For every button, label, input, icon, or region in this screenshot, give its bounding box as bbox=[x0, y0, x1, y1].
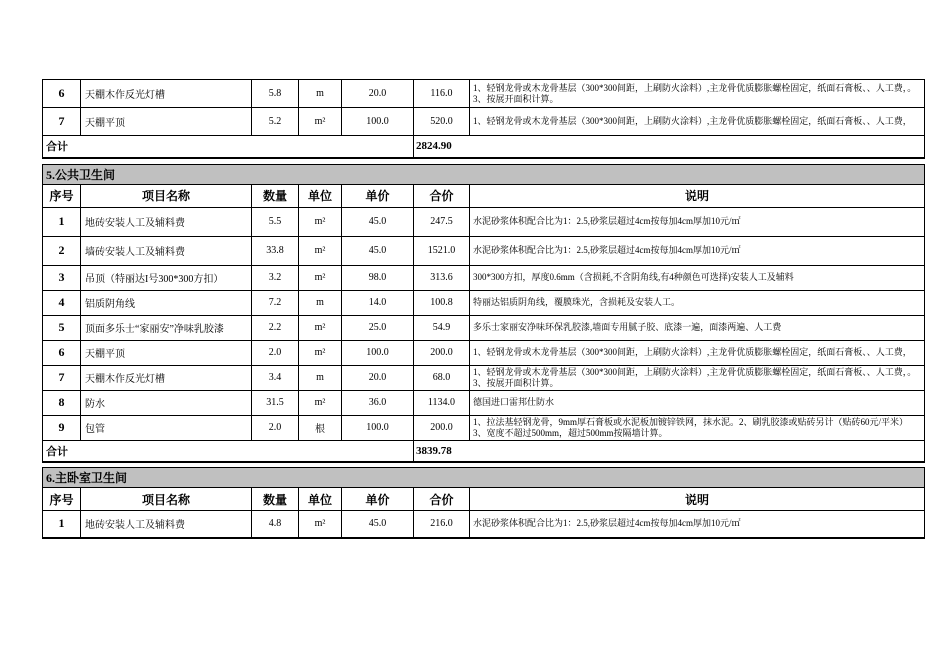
col-header-name: 项目名称 bbox=[81, 184, 252, 207]
item-total: 313.6 bbox=[414, 265, 470, 290]
item-unit-price: 100.0 bbox=[342, 340, 414, 365]
item-qty: 7.2 bbox=[252, 290, 299, 315]
table-row bbox=[43, 290, 925, 315]
item-total: 247.5 bbox=[414, 207, 470, 236]
item-total: 116.0 bbox=[414, 80, 470, 108]
item-note: 水泥砂浆体积配合比为1：2.5,砂浆层超过4cm按每加4cm厚加10元/㎡ bbox=[470, 207, 925, 236]
item-unit: m bbox=[299, 290, 342, 315]
row-index: 5 bbox=[43, 315, 81, 340]
item-unit: m² bbox=[299, 265, 342, 290]
section-title-row bbox=[43, 468, 925, 488]
table-row bbox=[43, 315, 925, 340]
section-table-public-bathroom bbox=[42, 164, 925, 464]
col-header-qty: 数量 bbox=[252, 488, 299, 511]
item-name: 天棚平顶 bbox=[81, 340, 252, 365]
col-header-total: 合价 bbox=[414, 488, 470, 511]
item-note: 1、轻钢龙骨或木龙骨基层（300*300间距，上刷防火涂料）,主龙骨优质膨胀螺栓固定，纸面石膏板、、人工费， bbox=[470, 340, 925, 365]
item-qty: 33.8 bbox=[252, 236, 299, 265]
item-unit: m² bbox=[299, 390, 342, 415]
total-value: 3839.78 bbox=[414, 440, 925, 462]
item-total: 1521.0 bbox=[414, 236, 470, 265]
table-row bbox=[43, 207, 925, 236]
table-header-row bbox=[43, 488, 925, 511]
item-qty: 2.0 bbox=[252, 415, 299, 440]
item-name: 墙砖安装人工及辅料费 bbox=[81, 236, 252, 265]
col-header-index: 序号 bbox=[43, 488, 81, 511]
section-table-continuation bbox=[42, 79, 925, 159]
item-total: 54.9 bbox=[414, 315, 470, 340]
item-note: 多乐士家丽安净味环保乳胶漆,墙面专用腻子胶、底漆一遍，面漆两遍、人工费 bbox=[470, 315, 925, 340]
item-note: 特丽达铝质阴角线，覆膜珠光，含损耗及安装人工。 bbox=[470, 290, 925, 315]
col-header-total: 合价 bbox=[414, 184, 470, 207]
table-row bbox=[43, 365, 925, 390]
item-unit-price: 45.0 bbox=[342, 207, 414, 236]
item-unit: m² bbox=[299, 315, 342, 340]
col-header-unit-price: 单价 bbox=[342, 488, 414, 511]
item-total: 100.8 bbox=[414, 290, 470, 315]
section-total-row bbox=[43, 440, 925, 462]
total-label: 合计 bbox=[43, 440, 414, 462]
item-name: 顶面多乐士“家丽安”净味乳胶漆 bbox=[81, 315, 252, 340]
item-unit-price: 100.0 bbox=[342, 415, 414, 440]
item-total: 200.0 bbox=[414, 340, 470, 365]
row-index: 1 bbox=[43, 511, 81, 538]
item-unit-price: 98.0 bbox=[342, 265, 414, 290]
item-name: 吊顶（特丽达I号300*300方扣） bbox=[81, 265, 252, 290]
item-note: 德国进口雷邦仕防水 bbox=[470, 390, 925, 415]
col-header-unit: 单位 bbox=[299, 488, 342, 511]
item-unit-price: 100.0 bbox=[342, 108, 414, 136]
item-qty: 2.2 bbox=[252, 315, 299, 340]
item-total: 520.0 bbox=[414, 108, 470, 136]
table-row bbox=[43, 108, 925, 136]
item-unit: 根 bbox=[299, 415, 342, 440]
item-unit-price: 45.0 bbox=[342, 511, 414, 538]
item-unit: m bbox=[299, 80, 342, 108]
item-qty: 31.5 bbox=[252, 390, 299, 415]
item-total: 200.0 bbox=[414, 415, 470, 440]
row-index: 8 bbox=[43, 390, 81, 415]
table-row bbox=[43, 236, 925, 265]
item-unit-price: 20.0 bbox=[342, 365, 414, 390]
item-qty: 3.2 bbox=[252, 265, 299, 290]
item-name: 地砖安装人工及辅料费 bbox=[81, 511, 252, 538]
item-unit: m bbox=[299, 365, 342, 390]
section-title-row bbox=[43, 164, 925, 184]
item-unit: m² bbox=[299, 511, 342, 538]
item-unit: m² bbox=[299, 236, 342, 265]
col-header-unit-price: 单价 bbox=[342, 184, 414, 207]
item-name: 天棚木作反光灯槽 bbox=[81, 80, 252, 108]
col-header-note: 说明 bbox=[470, 488, 925, 511]
total-label: 合计 bbox=[43, 136, 414, 158]
item-total: 216.0 bbox=[414, 511, 470, 538]
item-total: 1134.0 bbox=[414, 390, 470, 415]
item-unit-price: 14.0 bbox=[342, 290, 414, 315]
item-qty: 4.8 bbox=[252, 511, 299, 538]
table-row bbox=[43, 340, 925, 365]
item-qty: 5.5 bbox=[252, 207, 299, 236]
row-index: 6 bbox=[43, 80, 81, 108]
table-row bbox=[43, 80, 925, 108]
section-title: 6.主卧室卫生间 bbox=[43, 468, 925, 488]
row-index: 3 bbox=[43, 265, 81, 290]
item-unit-price: 25.0 bbox=[342, 315, 414, 340]
item-qty: 3.4 bbox=[252, 365, 299, 390]
row-index: 7 bbox=[43, 108, 81, 136]
item-name: 地砖安装人工及辅料费 bbox=[81, 207, 252, 236]
item-note: 300*300方扣，厚度0.6mm（含损耗,不含阴角线,有4种颜色可选择)安装人工及辅料 bbox=[470, 265, 925, 290]
item-name: 铝质阴角线 bbox=[81, 290, 252, 315]
item-unit-price: 20.0 bbox=[342, 80, 414, 108]
item-unit: m² bbox=[299, 340, 342, 365]
item-note: 1、轻钢龙骨或木龙骨基层（300*300间距，上刷防火涂料）,主龙骨优质膨胀螺栓固定，纸面石膏板、、人工费，。3、按展开面积计算。 bbox=[470, 80, 925, 108]
item-note: 水泥砂浆体积配合比为1：2.5,砂浆层超过4cm按每加4cm厚加10元/㎡ bbox=[470, 236, 925, 265]
col-header-note: 说明 bbox=[470, 184, 925, 207]
col-header-name: 项目名称 bbox=[81, 488, 252, 511]
table-row bbox=[43, 265, 925, 290]
col-header-unit: 单位 bbox=[299, 184, 342, 207]
item-unit-price: 45.0 bbox=[342, 236, 414, 265]
item-name: 天棚木作反光灯槽 bbox=[81, 365, 252, 390]
row-index: 2 bbox=[43, 236, 81, 265]
section-table-master-bathroom bbox=[42, 467, 925, 539]
item-unit: m² bbox=[299, 207, 342, 236]
row-index: 1 bbox=[43, 207, 81, 236]
item-unit-price: 36.0 bbox=[342, 390, 414, 415]
section-total-row bbox=[43, 136, 925, 158]
row-index: 9 bbox=[43, 415, 81, 440]
item-qty: 2.0 bbox=[252, 340, 299, 365]
col-header-index: 序号 bbox=[43, 184, 81, 207]
item-qty: 5.2 bbox=[252, 108, 299, 136]
item-qty: 5.8 bbox=[252, 80, 299, 108]
item-note: 1、轻钢龙骨或木龙骨基层（300*300间距，上刷防火涂料）,主龙骨优质膨胀螺栓固定，纸面石膏板、、人工费，。3、按展开面积计算。 bbox=[470, 365, 925, 390]
row-index: 4 bbox=[43, 290, 81, 315]
section-title: 5.公共卫生间 bbox=[43, 164, 925, 184]
row-index: 6 bbox=[43, 340, 81, 365]
table-header-row bbox=[43, 184, 925, 207]
table-row bbox=[43, 390, 925, 415]
item-unit: m² bbox=[299, 108, 342, 136]
item-name: 天棚平顶 bbox=[81, 108, 252, 136]
item-note: 1、拉法基轻钢龙骨，9mm厚石膏板或水泥板加镀锌铁网，抹水泥。2、刷乳胶漆或贴砖另计（贴砖60元/平米）3、宽度不超过500mm，超过500mm按隔墙计算。 bbox=[470, 415, 925, 440]
item-name: 包管 bbox=[81, 415, 252, 440]
item-note: 水泥砂浆体积配合比为1：2.5,砂浆层超过4cm按每加4cm厚加10元/㎡ bbox=[470, 511, 925, 538]
item-total: 68.0 bbox=[414, 365, 470, 390]
col-header-qty: 数量 bbox=[252, 184, 299, 207]
item-note: 1、轻钢龙骨或木龙骨基层（300*300间距，上刷防火涂料）,主龙骨优质膨胀螺栓固定，纸面石膏板、、人工费， bbox=[470, 108, 925, 136]
total-value: 2824.90 bbox=[414, 136, 925, 158]
item-name: 防水 bbox=[81, 390, 252, 415]
table-row bbox=[43, 415, 925, 440]
table-row bbox=[43, 511, 925, 538]
row-index: 7 bbox=[43, 365, 81, 390]
